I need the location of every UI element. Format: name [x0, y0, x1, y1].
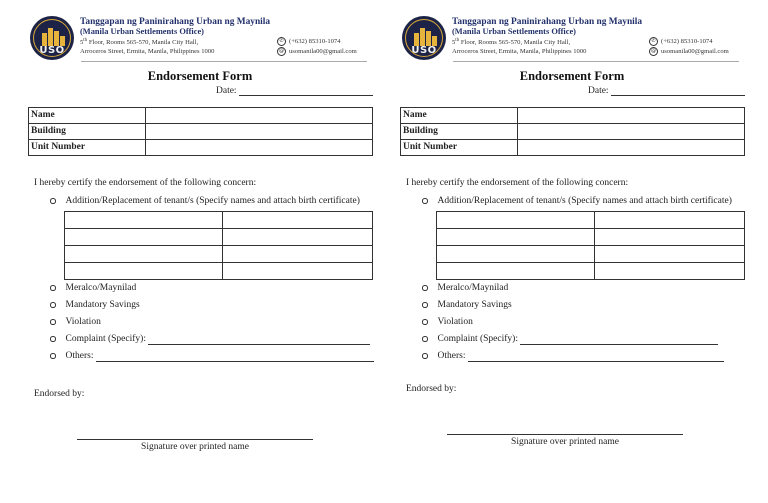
form-title: Endorsement Form [147, 69, 253, 83]
tenant-cell[interactable] [223, 212, 373, 229]
concern-label: Violation [65, 317, 101, 327]
tenant-cell[interactable] [223, 246, 373, 263]
email-contact [277, 47, 357, 57]
table-row [401, 124, 745, 140]
date-input-line[interactable] [611, 86, 745, 96]
logo-building [420, 28, 425, 46]
uso-seal-logo [402, 16, 446, 60]
org-subtitle: (Manila Urban Settlements Office) [80, 27, 204, 36]
concern-label: Meralco/Maynilad [437, 283, 509, 293]
tenant-cell[interactable] [65, 246, 223, 263]
building-input-cell[interactable] [146, 124, 373, 140]
signature-line[interactable] [447, 434, 683, 435]
tenant-cell[interactable] [595, 229, 745, 246]
bullet-icon [422, 198, 428, 204]
name-input-cell[interactable] [146, 108, 373, 124]
tenant-cell[interactable] [223, 263, 373, 280]
addr-floor-suffix: th [83, 38, 88, 43]
bullet-icon [422, 302, 428, 308]
endorsement-form-left [28, 0, 378, 503]
concern-meralco [50, 282, 136, 294]
name-label: Name [401, 108, 518, 124]
building-input-cell[interactable] [518, 124, 745, 140]
table-row [437, 246, 745, 263]
bullet-icon [50, 285, 56, 291]
table-row [29, 124, 373, 140]
concern-violation [422, 316, 473, 328]
tenant-cell[interactable] [437, 212, 595, 229]
phone-icon: ✆ [277, 37, 286, 46]
addr-floor-rest: Floor, Rooms 565-570, Manila City Hall, [87, 39, 199, 47]
tenant-cell[interactable] [65, 212, 223, 229]
logo-building [48, 28, 53, 46]
org-name: Tanggapan ng Paninirahang Urban ng Maynila [452, 17, 643, 27]
signature-line[interactable] [77, 439, 313, 440]
email-address: usomanila00@gmail.com [661, 48, 729, 56]
concern-complaint [50, 333, 370, 345]
others-input-line[interactable] [468, 352, 724, 362]
others-input-line[interactable] [96, 352, 374, 362]
logo-text: USO [39, 45, 65, 56]
concern-label: Violation [437, 317, 473, 327]
email-icon: @ [279, 48, 284, 55]
table-row [29, 108, 373, 124]
table-row [65, 246, 373, 263]
concern-label: Mandatory Savings [65, 300, 140, 310]
unit-number-label: Unit Number [29, 140, 146, 156]
concern-others [422, 350, 724, 362]
header-divider [453, 61, 739, 62]
tenant-cell[interactable] [437, 246, 595, 263]
tenant-cell[interactable] [437, 263, 595, 280]
concern-addition [422, 195, 732, 207]
email-address: usomanila00@gmail.com [289, 48, 357, 56]
table-row [437, 212, 745, 229]
bullet-icon [50, 353, 56, 359]
org-subtitle: (Manila Urban Settlements Office) [452, 27, 576, 36]
date-input-line[interactable] [239, 86, 373, 96]
unit-number-input-cell[interactable] [518, 140, 745, 156]
phone-icon: ✆ [649, 37, 658, 46]
address-line-2: Arroceros Street, Ermita, Manila, Philippines 1000 [452, 47, 587, 55]
concern-savings [50, 299, 140, 311]
table-row [401, 140, 745, 156]
logo-building [54, 31, 59, 46]
bullet-icon [422, 336, 428, 342]
concern-others [50, 350, 374, 362]
email-icon: @ [651, 48, 656, 55]
concern-addition [50, 195, 360, 207]
concern-meralco [422, 282, 508, 294]
building-label: Building [29, 124, 146, 140]
contact-block [649, 37, 729, 57]
endorsement-form-right [400, 0, 750, 503]
endorsed-by-label: Endorsed by: [406, 384, 457, 394]
concern-label: Complaint (Specify): [437, 334, 518, 344]
bullet-icon [422, 285, 428, 291]
form-title: Endorsement Form [519, 69, 625, 83]
bullet-icon [50, 319, 56, 325]
name-input-cell[interactable] [518, 108, 745, 124]
concern-label: Others: [65, 351, 94, 361]
name-label: Name [29, 108, 146, 124]
contact-block [277, 37, 357, 57]
concern-complaint [422, 333, 718, 345]
bullet-icon [50, 198, 56, 204]
bullet-icon [422, 353, 428, 359]
tenant-info-table [28, 107, 373, 156]
table-row [437, 229, 745, 246]
date-label: Date: [588, 86, 609, 96]
concern-label: Others: [437, 351, 466, 361]
addr-floor-number: 5 [452, 39, 456, 47]
bullet-icon [50, 302, 56, 308]
bullet-icon [422, 319, 428, 325]
complaint-input-line[interactable] [520, 335, 718, 345]
concern-label: Meralco/Maynilad [65, 283, 137, 293]
tenant-cell[interactable] [223, 229, 373, 246]
table-row [401, 108, 745, 124]
tenant-cell[interactable] [595, 246, 745, 263]
table-row [65, 263, 373, 280]
tenant-names-table [64, 211, 373, 280]
addr-floor-suffix: th [455, 38, 460, 43]
header-divider [81, 61, 367, 62]
phone-number: (+632) 85310-1074 [289, 38, 341, 46]
addr-floor-number: 5 [80, 39, 84, 47]
concern-savings [422, 299, 512, 311]
concern-label: Addition/Replacement of tenant/s (Specify names and attach birth certificate) [437, 196, 732, 206]
logo-text: USO [411, 45, 437, 56]
tenant-cell[interactable] [595, 212, 745, 229]
email-contact [649, 47, 729, 57]
tenant-cell[interactable] [437, 229, 595, 246]
signature-caption: Signature over printed name [141, 442, 249, 452]
tenant-names-table [436, 211, 745, 280]
tenant-info-table [400, 107, 745, 156]
org-name: Tanggapan ng Paninirahang Urban ng Maynila [80, 17, 271, 27]
endorsed-by-label: Endorsed by: [34, 389, 85, 399]
phone-contact [649, 37, 729, 47]
bullet-icon [50, 336, 56, 342]
certify-statement: I hereby certify the endorsement of the following concern: [34, 178, 257, 188]
unit-number-input-cell[interactable] [146, 140, 373, 156]
tenant-cell[interactable] [65, 263, 223, 280]
addr-floor-rest: Floor, Rooms 565-570, Manila City Hall, [459, 39, 571, 47]
concern-violation [50, 316, 101, 328]
table-row [437, 263, 745, 280]
concern-label: Complaint (Specify): [65, 334, 146, 344]
date-label: Date: [216, 86, 237, 96]
date-field [588, 86, 745, 96]
tenant-cell[interactable] [595, 263, 745, 280]
phone-number: (+632) 85310-1074 [661, 38, 713, 46]
table-row [29, 140, 373, 156]
date-field [216, 86, 373, 96]
certify-statement: I hereby certify the endorsement of the following concern: [406, 178, 629, 188]
phone-contact [277, 37, 357, 47]
table-row [65, 212, 373, 229]
concern-label: Mandatory Savings [437, 300, 512, 310]
table-row [65, 229, 373, 246]
uso-seal-logo [30, 16, 74, 60]
concern-label: Addition/Replacement of tenant/s (Specify names and attach birth certificate) [65, 196, 360, 206]
tenant-cell[interactable] [65, 229, 223, 246]
logo-building [426, 31, 431, 46]
building-label: Building [401, 124, 518, 140]
unit-number-label: Unit Number [401, 140, 518, 156]
address-line-2: Arroceros Street, Ermita, Manila, Philippines 1000 [80, 47, 215, 55]
complaint-input-line[interactable] [148, 335, 370, 345]
signature-caption: Signature over printed name [511, 437, 619, 447]
